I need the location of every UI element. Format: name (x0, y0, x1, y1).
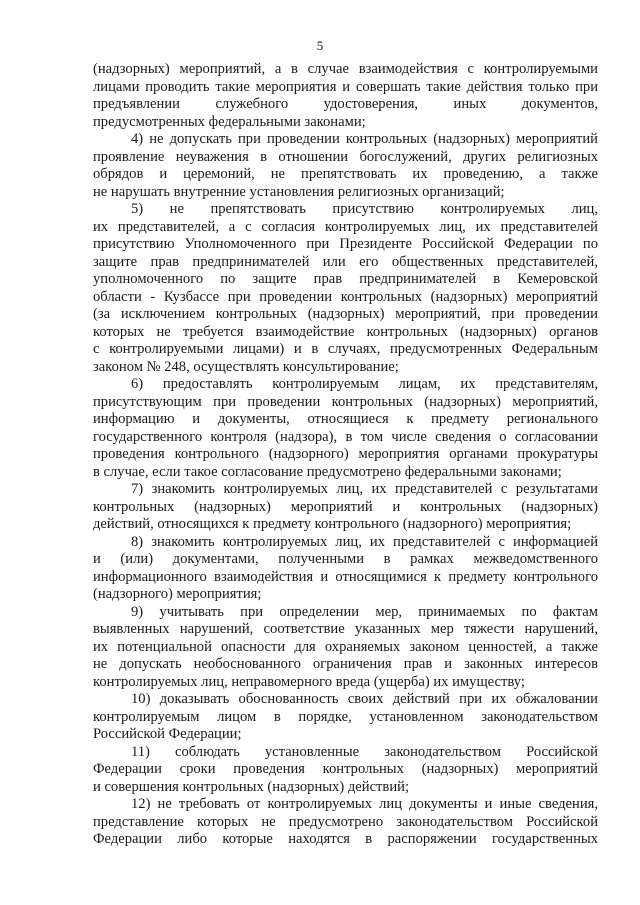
text-line: присутствующим при проведении контрольных (надзорных) мероприятий, (93, 393, 598, 410)
document-body (93, 61, 598, 849)
text-line: в случае, если такое согласование предусмотрено федеральными законами; (93, 463, 562, 480)
text-line: (надзорного) мероприятия; (93, 586, 262, 602)
text-line: их представителей, а с согласия контролируемых лиц, их представителей (93, 218, 598, 235)
text-line: не допускать необоснованного ограничения прав и законных интересов (93, 656, 598, 672)
text-line: и (или) документами, полученными в рамках межведомственного (93, 551, 598, 567)
text-line: представление которых не предусмотрено законодательством Российской (93, 813, 598, 830)
text-line: 5) не препятствовать присутствию контролируемых лиц, (131, 201, 598, 217)
text-line: 4) не допускать при проведении контрольных (надзорных) мероприятий (131, 131, 598, 147)
page-number: 5 (316, 38, 324, 53)
text-line: (надзорных) мероприятий, а в случае взаимодействия с контролируемыми (93, 61, 598, 77)
text-line: которых не требуется взаимодействие контрольных (надзорных) органов (93, 323, 598, 340)
text-line: не нарушать внутренние установления религиозных организаций; (93, 183, 505, 200)
text-line: государственного контроля (надзора), в том числе сведения о согласовании (93, 428, 598, 445)
text-line: 8) знакомить контролируемых лиц, их представителей с информацией (131, 533, 598, 550)
text-line: контролируемым лицом в порядке, установленном законодательством (93, 708, 598, 725)
text-line: информацию и документы, относящиеся к предмету регионального (93, 411, 598, 427)
text-line: контрольных (надзорных) мероприятий и контрольных (надзорных) (93, 498, 598, 515)
text-line: выявленных нарушений, соответствие указанных мер тяжести нарушений, (93, 621, 598, 637)
text-line: 12) не требовать от контролируемых лиц документы и иные сведения, (131, 796, 598, 812)
text-line: 9) учитывать при определении мер, принимаемых по фактам (131, 603, 598, 620)
text-line: законом № 248, осуществлять консультирование; (93, 358, 399, 375)
text-line: предъявлении служебного удостоверения, иных документов, (93, 96, 598, 112)
text-line: их потенциальной опасности для охраняемых законом ценностей, а также (93, 638, 598, 655)
text-line: защите прав предпринимателей или его общественных представителей, (93, 253, 598, 270)
text-line: 7) знакомить контролируемых лиц, их представителей с результатами (131, 481, 598, 497)
text-line: контролируемых лиц, неправомерного вреда (ущерба) их имуществу; (93, 673, 525, 690)
text-line: уполномоченного по защите прав предпринимателей в Кемеровской (93, 271, 598, 287)
text-line: 11) соблюдать установленные законодательством Российской (131, 743, 598, 760)
text-line: Федерации либо которые находятся в распоряжении государственных (93, 831, 598, 847)
text-line: (за исключением контрольных (надзорных) мероприятий, при проведении (93, 306, 598, 322)
text-line: с контролируемыми лицами) и в случаях, предусмотренных Федеральным (93, 341, 598, 357)
text-line: области - Кузбассе при проведении контрольных (надзорных) мероприятий (93, 288, 598, 305)
text-line: 6) предоставлять контролируемым лицам, их представителям, (131, 376, 598, 392)
text-line: проведения контрольного (надзорного) мероприятия органами прокуратуры (93, 446, 598, 462)
text-line: и совершения контрольных (надзорных) действий; (93, 778, 409, 795)
text-line: предусмотренных федеральными законами; (93, 113, 366, 130)
text-line: лицами проводить такие мероприятия и совершать такие действия только при (93, 78, 598, 95)
text-line: Федерации сроки проведения контрольных (надзорных) мероприятий (93, 761, 598, 777)
text-line: Российской Федерации; (93, 726, 242, 742)
text-line: обрядов и церемоний, не препятствовать их проведению, а также (93, 166, 598, 182)
text-line: информационного взаимодействия и относящимися к предмету контрольного (93, 568, 598, 585)
text-line: присутствию Уполномоченного при Президенте Российской Федерации по (93, 236, 598, 252)
text-line: проявление неуважения в отношении богослужений, других религиозных (93, 148, 598, 165)
text-line: 10) доказывать обоснованность своих действий при их обжаловании (131, 691, 598, 707)
text-line: действий, относящихся к предмету контрольного (надзорного) мероприятия; (93, 516, 572, 532)
